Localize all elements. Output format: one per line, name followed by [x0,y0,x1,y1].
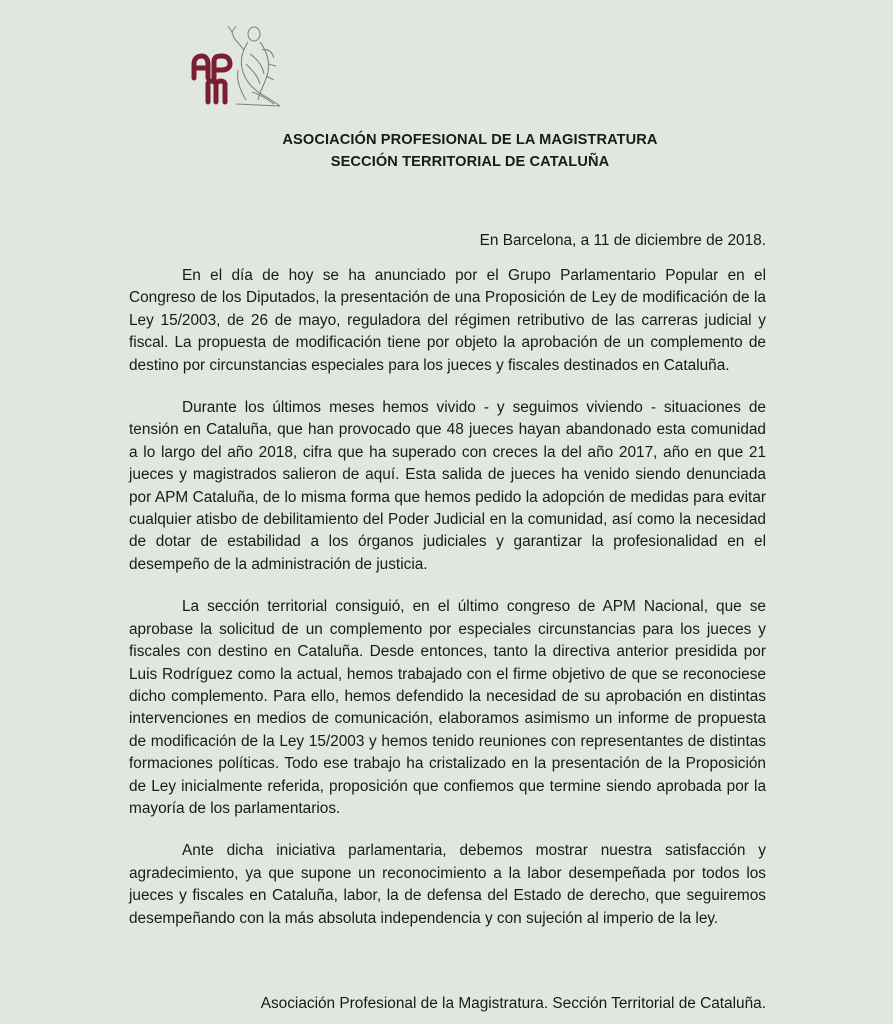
paragraph: Durante los últimos meses hemos vivido - y seguimos viviendo - situaciones de tensión en Cataluña, que han provocado que 48 jueces hayan abandonado esta comunidad a lo largo del año 2018, cifra que ha superado con creces la del año 2017, año en que 21 jueces y magistrados salieron de aquí. Esta salida de jueces ha venido siendo denunciada por APM Cataluña, de lo misma forma que hemos pedido la adopción de medidas para evitar cualquier atisbo de debilitamiento del Poder Judicial en la comunidad, así como la necesidad de dotar de estabilidad a los órganos judiciales y garantizar la profesionalidad en el desempeño de la administración de justicia. [129,399,766,573]
apm-logo [188,20,286,110]
paragraph: Ante dicha iniciativa parlamentaria, debemos mostrar nuestra satisfacción y agradecimiento, ya que supone un reconocimiento a la labor desempeñada por todos los jueces y fiscales en Cataluña, labor, la de defensa del Estado de derecho, que seguiremos desempeñando con la más absoluta independencia y con sujeción al imperio de la ley. [129,842,766,927]
document-date: En Barcelona, a 11 de diciembre de 2018. [479,232,766,249]
paragraph: La sección territorial consiguió, en el último congreso de APM Nacional, que se aprobase la solicitud de un complemento por especiales circunstancias para los jueces y fiscales con destino en Cataluña. Desde entonces, tanto la directiva anterior presidida por Luis Rodríguez como la actual, hemos trabajado con el firme objetivo de que se reconociese dicho complemento. Para ello, hemos defendido la necesidad de su aprobación en distintas intervenciones en medios de comunicación, elaboramos asimismo un informe de propuesta de modificación de la Ley 15/2003 y hemos tenido reuniones con representantes de distintas formaciones políticas. Todo ese trabajo ha cristalizado en la presentación de la Proposición de Ley inicialmente referida, proposición que confiemos que termine siendo aprobada por la mayoría de los parlamentarios. [129,598,766,817]
document-header [0,129,893,173]
apm-logo-graphic [188,20,286,110]
paragraph: En el día de hoy se ha anunciado por el Grupo Parlamentario Popular en el Congreso de los Diputados, la presentación de una Proposición de Ley de modificación de la Ley 15/2003, de 26 de mayo, reguladora del régimen retributivo de las carreras judicial y fiscal. La propuesta de modificación tiene por objeto la aprobación de un complemento de destino por circunstancias especiales para los jueces y fiscales destinados en Cataluña. [129,267,766,374]
header-section: SECCIÓN TERRITORIAL DE CATALUÑA [330,154,610,170]
document-signature: Asociación Profesional de la Magistratura. Sección Territorial de Cataluña. [260,995,766,1012]
document-body [129,265,766,950]
header-organization: ASOCIACIÓN PROFESIONAL DE LA MAGISTRATURA [282,132,658,148]
